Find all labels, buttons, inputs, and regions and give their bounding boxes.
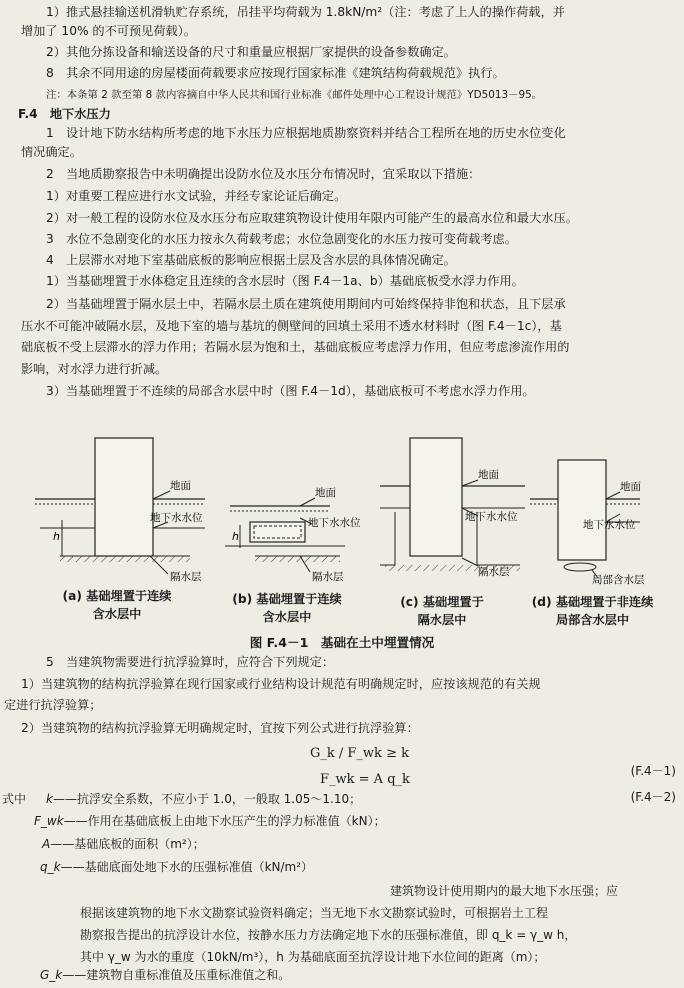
definition-text: ——基础底面处地下水的压强标准值（kN/m²） bbox=[60, 860, 314, 874]
definition-qk-cont: 建筑物设计使用期内的最大地下水压强；应 bbox=[390, 884, 619, 898]
equation-f4-2: F_wk = A q_k bbox=[320, 772, 410, 787]
text-line: 1）对重要工程应进行水文试验，并经专家论证后确定。 bbox=[46, 189, 347, 203]
diagram-b bbox=[225, 486, 361, 583]
caption-line: 基础埋置于连续 bbox=[256, 592, 342, 606]
definition-qk-cont: 根据该建筑物的地下水文勘察试验资料确定；当无地下水文勘察试验时，可根据岩土工程 bbox=[80, 906, 549, 920]
text-line: 8 其余不同用途的房屋楼面荷载要求应按现行国家标准《建筑结构荷载规范》执行。 bbox=[46, 66, 505, 80]
symbol: F_wk bbox=[34, 814, 64, 828]
caption-tag: (a) bbox=[62, 589, 82, 603]
ground-label: 地面 bbox=[315, 487, 336, 499]
text-line: 3）当基础埋置于不连续的局部含水层中时（图 F.4－1d），基础底板可不考虑水浮力作用。 bbox=[46, 384, 535, 398]
definition-text: ——基础底板的面积（m²）； bbox=[50, 837, 205, 851]
diagram-a bbox=[35, 438, 205, 583]
ground-label: 地面 bbox=[620, 481, 641, 493]
symbol: G_k bbox=[40, 968, 63, 982]
text-line: 4 上层滞水对地下室基础底板的影响应根据土层及含水层的具体情况确定。 bbox=[46, 253, 456, 267]
caption-line: 含水层中 bbox=[92, 607, 142, 621]
caption-tag: (b) bbox=[232, 592, 253, 606]
text-line: 3 水位不急剧变化的水压力按永久荷载考虑；水位急剧变化的水压力按可变荷载考虑。 bbox=[46, 232, 517, 246]
text-line: 情况确定。 bbox=[21, 145, 82, 159]
definition-k bbox=[46, 790, 361, 808]
note-line: 注：本条第 2 款至第 8 款内容摘自中华人民共和国行业标准《邮件处理中心工程设计规范》YD5013－95。 bbox=[46, 89, 543, 101]
text-line: 定进行抗浮验算； bbox=[4, 698, 102, 712]
section-heading: F.4 地下水压力 bbox=[18, 107, 111, 121]
local-aquifer-shape bbox=[564, 563, 596, 571]
definition-text: ——作用在基础底板上由地下水压产生的浮力标准值（kN）； bbox=[63, 814, 386, 828]
aquitard-label: 隔水层 bbox=[478, 566, 510, 578]
caption-tag: (c) bbox=[400, 595, 419, 609]
definition-qk-cont: 其中 γ_w 为水的重度（10kN/m³），h 为基础底面至抗浮设计地下水位间的距离（m）； bbox=[80, 950, 546, 964]
text-line: 2）当建筑物的结构抗浮验算无明确规定时，宜按下列公式进行抗浮验算： bbox=[21, 721, 419, 735]
definition-a bbox=[42, 835, 205, 853]
symbol: A bbox=[42, 837, 51, 851]
equation-f4-1: G_k / F_wk ≥ k bbox=[310, 746, 409, 761]
text-line: 2）当基础埋置于隔水层土中，若隔水层土质在建筑使用期间内可始终保持非饱和状态，且下层承 bbox=[46, 297, 566, 311]
text-line: 5 当建筑物需要进行抗浮验算时，应符合下列规定： bbox=[46, 655, 335, 669]
text-line: 2）对一般工程的设防水位及水压分布应取建筑物设计使用年限内可能产生的最高水位和最大水压。 bbox=[46, 211, 578, 225]
caption-tag: (d) bbox=[531, 595, 552, 609]
definition-qk bbox=[40, 858, 313, 876]
text-line: 1）当基础埋置于水体稳定且连续的含水层时（图 F.4－1a、b）基础底板受水浮力作用。 bbox=[46, 274, 524, 288]
building-block bbox=[558, 460, 606, 560]
building-block bbox=[410, 438, 462, 556]
caption-d bbox=[505, 593, 680, 629]
definition-gk bbox=[40, 966, 290, 984]
text-line: 压水不可能冲破隔水层，及地下室的墙与基坑的侧壁间的回填土采用不透水材料时（图 F.4－1c），基 bbox=[21, 319, 562, 333]
text-line: 1 设计地下防水结构所考虑的地下水压力应根据地质勘察资料并结合工程所在地的历史水位变化 bbox=[46, 126, 566, 140]
basement-box bbox=[250, 522, 305, 542]
caption-c bbox=[372, 593, 512, 629]
water-level-label: 地下水水位 bbox=[150, 512, 203, 524]
definition-text: ——建筑物自重标准值及压重标准值之和。 bbox=[62, 968, 291, 982]
caption-a bbox=[42, 587, 192, 623]
text-line: 增加了 10% 的不可预见荷载）。 bbox=[21, 24, 196, 38]
text-line: 2 当地质勘察报告中未明确提出设防水位及水压分布情况时，宜采取以下措施： bbox=[46, 167, 481, 181]
symbol: k bbox=[46, 792, 53, 806]
text-line: 2）其他分拣设备和输送设备的尺寸和重量应根据厂家提供的设备参数确定。 bbox=[46, 45, 456, 59]
figure-title: 图 F.4－1 基础在土中埋置情况 bbox=[249, 635, 435, 650]
equation-number-1: (F.4－1) bbox=[630, 764, 676, 778]
building-block bbox=[95, 438, 153, 556]
text-line: 1）推式悬挂输送机滑轨贮存系统，吊挂平均荷载为 1.8kN/m²（注：考虑了上人的操作荷载，并 bbox=[46, 5, 565, 19]
local-aquifer-label: 局部含水层 bbox=[592, 574, 645, 586]
text-line: 础底板不受上层滞水的浮力作用；若隔水层为饱和土，基础底板应考虑浮力作用，但应考虑渗流作用的 bbox=[21, 340, 570, 354]
h-label: h bbox=[53, 530, 60, 543]
water-level-label: 地下水水位 bbox=[308, 517, 361, 529]
text-line: 影响，对水浮力进行折减。 bbox=[21, 362, 168, 376]
caption-line: 含水层中 bbox=[262, 610, 312, 624]
aquitard-label: 隔水层 bbox=[170, 571, 202, 583]
aquitard-label: 隔水层 bbox=[312, 571, 344, 583]
diagram-c bbox=[380, 438, 525, 578]
caption-line: 隔水层中 bbox=[417, 613, 467, 627]
ground-label: 地面 bbox=[170, 480, 191, 492]
definition-qk-cont: 勘察报告提出的抗浮设计水位，按静水压力方法确定地下水的压强标准值，即 q_k = γ_w h， bbox=[80, 928, 577, 942]
caption-line: 基础埋置于 bbox=[422, 595, 484, 609]
symbol: q_k bbox=[40, 860, 61, 874]
figure-f4-1 bbox=[0, 400, 684, 595]
water-level-label: 地下水水位 bbox=[583, 519, 636, 531]
definition-text: ——抗浮安全系数，不应小于 1.0，一般取 1.05～1.10； bbox=[52, 792, 362, 806]
text-line: 1）当建筑物的结构抗浮验算在现行国家或行业结构设计规范有明确规定时，应按该规范的有关规 bbox=[21, 677, 541, 691]
h-label: h bbox=[232, 530, 239, 543]
water-level-label: 地下水水位 bbox=[465, 511, 518, 523]
equation-number-2: (F.4－2) bbox=[630, 790, 676, 804]
caption-line: 基础埋置于连续 bbox=[86, 589, 172, 603]
caption-line: 基础埋置于非连续 bbox=[555, 595, 654, 609]
ground-label: 地面 bbox=[478, 469, 499, 481]
diagram-d bbox=[530, 460, 645, 586]
caption-b bbox=[212, 590, 362, 626]
caption-line: 局部含水层中 bbox=[555, 613, 630, 627]
where-prefix: 式中 bbox=[2, 792, 27, 806]
definition-fwk bbox=[34, 812, 386, 830]
